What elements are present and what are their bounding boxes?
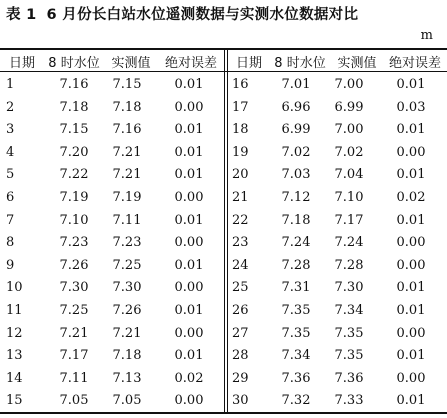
cell-date: 9: [6, 257, 15, 273]
cell-abs-error: 0.01: [174, 348, 204, 364]
cell-date: 22: [232, 212, 249, 228]
cell-date: 28: [232, 348, 249, 364]
cell-date: 6: [6, 189, 15, 205]
cell-measured: 7.04: [334, 167, 364, 183]
table-row: [0, 322, 447, 345]
cell-abs-error: 0.00: [174, 235, 204, 251]
cell-date: 10: [6, 280, 23, 296]
cell-8am-level: 7.12: [281, 189, 311, 205]
cell-abs-error: 0.01: [396, 122, 426, 138]
cell-abs-error: 0.01: [174, 167, 204, 183]
cell-measured: 7.21: [112, 167, 142, 183]
cell-measured: 7.28: [334, 257, 364, 273]
cell-abs-error: 0.00: [396, 325, 426, 341]
cell-abs-error: 0.00: [174, 99, 204, 115]
cell-measured: 7.18: [112, 348, 142, 364]
cell-8am-level: 7.34: [281, 348, 311, 364]
cell-8am-level: 7.11: [59, 370, 89, 386]
cell-8am-level: 7.36: [281, 370, 311, 386]
cell-measured: 7.17: [334, 212, 364, 228]
cell-date: 15: [6, 393, 23, 409]
cell-measured: 7.18: [112, 99, 142, 115]
cell-measured: 7.00: [334, 122, 364, 138]
table-body: [0, 73, 447, 412]
cell-date: 12: [6, 325, 23, 341]
cell-measured: 7.25: [112, 257, 142, 273]
header-measured-right: 实测值: [337, 56, 377, 71]
cell-abs-error: 0.00: [174, 280, 204, 296]
cell-abs-error: 0.00: [396, 144, 426, 160]
header-8am-level-right: 8 时水位: [274, 56, 326, 71]
cell-measured: 7.35: [334, 325, 364, 341]
table-row: [0, 96, 447, 119]
cell-date: 21: [232, 189, 249, 205]
cell-measured: 7.19: [112, 189, 142, 205]
cell-measured: 7.36: [334, 370, 364, 386]
table-row: [0, 73, 447, 96]
cell-measured: 7.10: [334, 189, 364, 205]
table-row: [0, 276, 447, 299]
cell-8am-level: 7.21: [59, 325, 89, 341]
cell-abs-error: 0.00: [396, 235, 426, 251]
cell-8am-level: 7.19: [59, 189, 89, 205]
cell-8am-level: 7.26: [59, 257, 89, 273]
cell-measured: 6.99: [334, 99, 364, 115]
cell-date: 17: [232, 99, 249, 115]
table-row: [0, 163, 447, 186]
cell-measured: 7.13: [112, 370, 142, 386]
table-row: [0, 118, 447, 141]
cell-abs-error: 0.03: [396, 99, 426, 115]
cell-abs-error: 0.00: [174, 189, 204, 205]
cell-date: 19: [232, 144, 249, 160]
cell-abs-error: 0.01: [396, 167, 426, 183]
table-row: [0, 367, 447, 390]
cell-date: 16: [232, 77, 249, 92]
table-caption: [6, 3, 446, 24]
cell-date: 23: [232, 235, 249, 251]
table-row: [0, 389, 447, 412]
cell-abs-error: 0.00: [396, 257, 426, 273]
cell-date: 30: [232, 393, 249, 409]
cell-abs-error: 0.02: [174, 370, 204, 386]
cell-8am-level: 7.10: [59, 212, 89, 228]
cell-abs-error: 0.01: [396, 348, 426, 364]
cell-8am-level: 7.18: [59, 99, 89, 115]
table-row: [0, 141, 447, 164]
cell-abs-error: 0.02: [396, 189, 426, 205]
cell-8am-level: 7.25: [59, 302, 89, 318]
cell-date: 14: [6, 370, 23, 386]
cell-abs-error: 0.00: [174, 325, 204, 341]
cell-measured: 7.26: [112, 302, 142, 318]
table-row: [0, 344, 447, 367]
cell-8am-level: 7.01: [281, 77, 311, 92]
cell-abs-error: 0.01: [174, 122, 204, 138]
cell-measured: 7.23: [112, 235, 142, 251]
header-date-left: 日期: [8, 56, 35, 71]
unit-label: m: [420, 28, 433, 43]
cell-date: 5: [6, 167, 15, 183]
cell-abs-error: 0.01: [174, 257, 204, 273]
cell-8am-level: 7.16: [59, 77, 89, 92]
table-row: [0, 299, 447, 322]
cell-date: 1: [6, 77, 15, 92]
table-title: 6 月份长白站水位遥测数据与实测水位数据对比: [46, 7, 359, 23]
cell-date: 8: [6, 235, 15, 251]
cell-8am-level: 7.22: [59, 167, 89, 183]
cell-date: 4: [6, 144, 15, 160]
cell-measured: 7.05: [112, 393, 142, 409]
cell-date: 2: [6, 99, 15, 115]
header-measured-left: 实测值: [111, 56, 151, 71]
header-abs-error-left: 绝对误差: [164, 56, 217, 71]
cell-8am-level: 7.28: [281, 257, 311, 273]
cell-abs-error: 0.01: [174, 302, 204, 318]
cell-date: 3: [6, 122, 15, 138]
cell-8am-level: 7.15: [59, 122, 89, 138]
cell-date: 24: [232, 257, 249, 273]
cell-8am-level: 7.20: [59, 144, 89, 160]
table-number: 表 1: [6, 7, 37, 23]
cell-abs-error: 0.00: [396, 370, 426, 386]
cell-8am-level: 7.30: [59, 280, 89, 296]
cell-measured: 7.00: [334, 77, 364, 92]
cell-abs-error: 0.01: [396, 77, 426, 92]
cell-abs-error: 0.01: [396, 212, 426, 228]
cell-8am-level: 7.31: [281, 280, 311, 296]
cell-abs-error: 0.01: [396, 393, 426, 409]
cell-measured: 7.15: [112, 77, 142, 92]
cell-abs-error: 0.01: [396, 280, 426, 296]
cell-date: 29: [232, 370, 249, 386]
cell-measured: 7.21: [112, 325, 142, 341]
cell-8am-level: 7.17: [59, 348, 89, 364]
cell-measured: 7.30: [112, 280, 142, 296]
cell-measured: 7.11: [112, 212, 142, 228]
cell-date: 18: [232, 122, 249, 138]
cell-8am-level: 7.24: [281, 235, 311, 251]
cell-8am-level: 6.96: [281, 99, 311, 115]
cell-measured: 7.21: [112, 144, 142, 160]
cell-date: 13: [6, 348, 23, 364]
cell-measured: 7.34: [334, 302, 364, 318]
cell-8am-level: 7.32: [281, 393, 311, 409]
cell-8am-level: 7.35: [281, 325, 311, 341]
cell-8am-level: 7.35: [281, 302, 311, 318]
cell-abs-error: 0.01: [174, 212, 204, 228]
cell-8am-level: 7.02: [281, 144, 311, 160]
cell-measured: 7.33: [334, 393, 364, 409]
cell-measured: 7.30: [334, 280, 364, 296]
cell-date: 25: [232, 280, 249, 296]
cell-8am-level: 7.03: [281, 167, 311, 183]
cell-abs-error: 0.00: [174, 393, 204, 409]
table-row: [0, 209, 447, 232]
cell-8am-level: 6.99: [281, 122, 311, 138]
table-row: [0, 186, 447, 209]
cell-date: 27: [232, 325, 249, 341]
cell-measured: 7.02: [334, 144, 364, 160]
cell-abs-error: 0.01: [174, 144, 204, 160]
cell-8am-level: 7.18: [281, 212, 311, 228]
header-8am-level-left: 8 时水位: [48, 56, 100, 71]
table-row: [0, 231, 447, 254]
cell-8am-level: 7.23: [59, 235, 89, 251]
cell-measured: 7.35: [334, 348, 364, 364]
cell-date: 11: [6, 302, 23, 318]
cell-8am-level: 7.05: [59, 393, 89, 409]
header-abs-error-right: 绝对误差: [388, 56, 441, 71]
cell-date: 20: [232, 167, 249, 183]
cell-abs-error: 0.01: [396, 302, 426, 318]
header-date-right: 日期: [235, 56, 262, 71]
cell-date: 26: [232, 302, 249, 318]
cell-abs-error: 0.01: [174, 77, 204, 92]
cell-measured: 7.24: [334, 235, 364, 251]
cell-date: 7: [6, 212, 15, 228]
cell-measured: 7.16: [112, 122, 142, 138]
table-row: [0, 254, 447, 277]
